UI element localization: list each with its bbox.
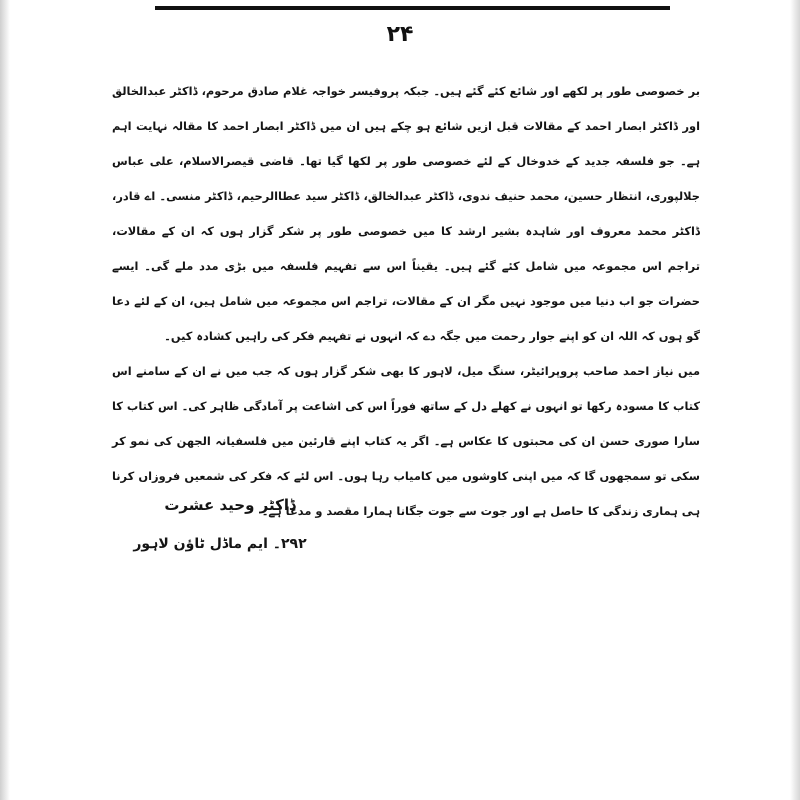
page-edge-right	[790, 0, 800, 800]
page-edge-left	[0, 0, 10, 800]
signature-address: ۲۹۲۔ ایم ماڈل ٹاؤن لاہور	[133, 536, 307, 552]
body-text	[112, 74, 700, 529]
signature-name: ڈاکٹر وحید عشرت	[164, 496, 296, 514]
paragraph-1: بر خصوصی طور پر لکھے اور شائع کئے گئے ہیں۔ جبکہ پروفیسر خواجہ غلام صادق مرحوم، ڈاکٹر عبدالخالق اور ڈاکٹر ابصار احمد کے مقالات قبل ازیں شائع ہو چکے ہیں ان میں ڈاکٹر ابصار احمد کا مقالہ نہایت اہم ہے۔ جو فلسفہ جدید کے خدوخال کے لئے خصوصی طور پر لکھا گیا تھا۔ قاضی قیصرالاسلام، علی عباس جلالپوری، انتظار حسین، محمد حنیف ندوی، ڈاکٹر عبدالخالق، ڈاکٹر سید عطاالرحیم، ڈاکٹر منسی۔ اے قادر، ڈاکٹر محمد معروف اور شاہدہ بشیر ارشد کا میں خصوصی طور پر شکر گزار ہوں کہ ان کے مقالات، تراجم اس مجموعہ میں شامل کئے گئے ہیں۔ یقیناً اس سے تفہیم فلسفہ میں بڑی مدد ملے گی۔ ایسے حضرات جو اب دنیا میں موجود نہیں مگر ان کے مقالات، تراجم اس مجموعہ میں شامل ہیں، ان کے لئے دعا گو ہوں کہ اللہ ان کو اپنے جوار رحمت میں جگہ دے کہ انہوں نے تفہیم فکر کی راہیں کشادہ کیں۔	[112, 84, 700, 343]
top-rule	[155, 6, 670, 10]
paragraph-2: میں نیاز احمد صاحب پروپرائیٹر، سنگ میل، لاہور کا بھی شکر گزار ہوں کہ جب میں نے ان کے سامنے اس کتاب کا مسودہ رکھا تو انہوں نے کھلے دل کے ساتھ فوراً اس کی اشاعت پر آمادگی ظاہر کی۔ اس کتاب کا سارا صوری حسن ان کی محبتوں کا عکاس ہے۔ اگر یہ کتاب اپنے قارئین میں فلسفیانہ الجھن کی نمو کر سکی تو سمجھوں گا کہ میں اپنی کاوشوں میں کامیاب رہا ہوں۔ اس لئے کہ فکر کی شمعیں فروزاں کرنا ہی ہماری زندگی کا حاصل ہے اور جوت سے جوت جگانا ہمارا مقصد و مدعا ہے۔	[112, 364, 700, 518]
page-number: ۲۴	[386, 22, 414, 47]
